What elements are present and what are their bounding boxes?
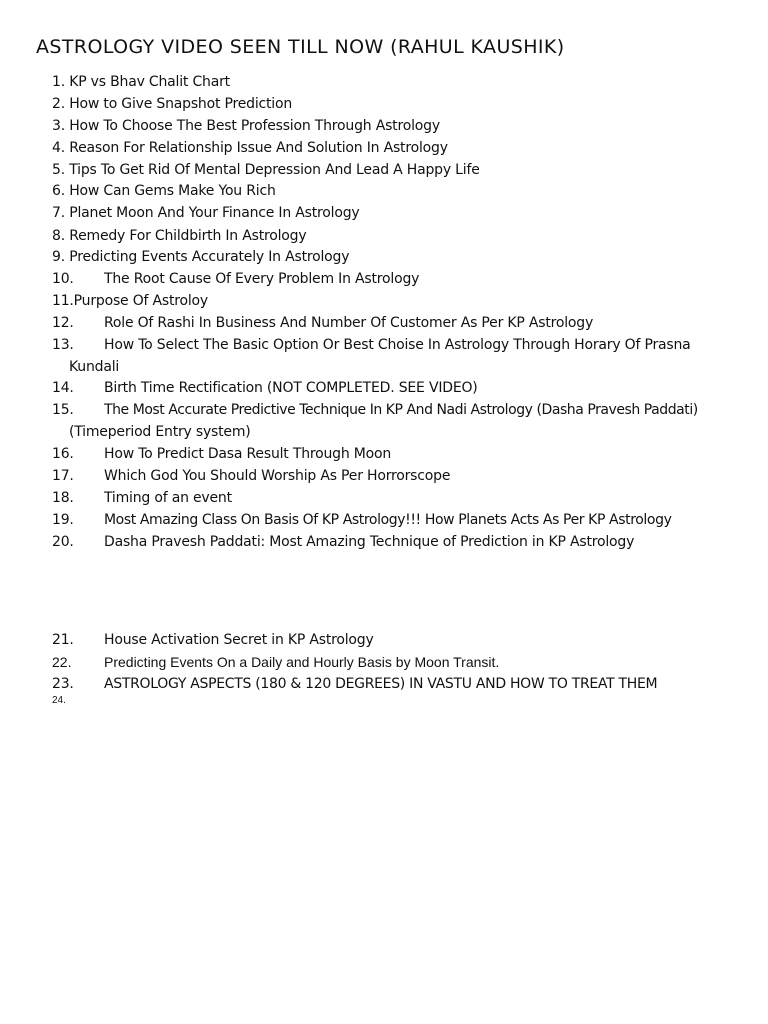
item-text: ASTROLOGY ASPECTS (180 & 120 DEGREES) IN VASTU AND HOW TO TREAT THEM bbox=[104, 676, 658, 692]
list-item: 7. Planet Moon And Your Finance In Astrology bbox=[52, 205, 360, 221]
list-item: 4. Reason For Relationship Issue And Solution In Astrology bbox=[52, 140, 448, 156]
item-text: House Activation Secret in KP Astrology bbox=[104, 632, 374, 648]
document-title: ASTROLOGY VIDEO SEEN TILL NOW (RAHUL KAUSHIK) bbox=[36, 36, 565, 58]
item-number: 24. bbox=[52, 695, 66, 706]
list-item: 1. KP vs Bhav Chalit Chart bbox=[52, 74, 230, 90]
item-number: 22. bbox=[52, 654, 72, 670]
item-number: 23. bbox=[52, 676, 74, 692]
item-number: 19. bbox=[52, 512, 74, 528]
item-number: 13. bbox=[52, 337, 74, 353]
item-text: How To Select The Basic Option Or Best Choise In Astrology Through Horary Of Prasna bbox=[104, 337, 691, 353]
list-item: 9. Predicting Events Accurately In Astrology bbox=[52, 249, 350, 265]
item-text: Most Amazing Class On Basis Of KP Astrology!!! How Planets Acts As Per KP Astrology bbox=[104, 512, 672, 528]
item-text: Birth Time Rectification (NOT COMPLETED. SEE VIDEO) bbox=[104, 380, 478, 396]
item-text: Which God You Should Worship As Per Horrorscope bbox=[104, 468, 451, 484]
list-item-continuation: Kundali bbox=[69, 359, 120, 375]
item-number: 10. bbox=[52, 271, 74, 287]
list-item: 8. Remedy For Childbirth In Astrology bbox=[52, 228, 307, 244]
item-text: Predicting Events On a Daily and Hourly Basis by Moon Transit. bbox=[104, 654, 500, 670]
item-text: Timing of an event bbox=[104, 490, 232, 506]
item-text: The Root Cause Of Every Problem In Astrology bbox=[104, 271, 420, 287]
item-number: 18. bbox=[52, 490, 74, 506]
item-number: 12. bbox=[52, 315, 74, 331]
list-item: 11.Purpose Of Astroloy bbox=[52, 293, 209, 309]
list-item: 6. How Can Gems Make You Rich bbox=[52, 183, 276, 199]
item-text: Dasha Pravesh Paddati: Most Amazing Technique of Prediction in KP Astrology bbox=[104, 534, 635, 550]
item-text: The Most Accurate Predictive Technique In KP And Nadi Astrology (Dasha Pravesh Paddati) bbox=[104, 402, 698, 418]
item-text: Role Of Rashi In Business And Number Of Customer As Per KP Astrology bbox=[104, 315, 594, 331]
item-number: 20. bbox=[52, 534, 74, 550]
list-item: 2. How to Give Snapshot Prediction bbox=[52, 96, 293, 112]
item-number: 14. bbox=[52, 380, 74, 396]
item-text: How To Predict Dasa Result Through Moon bbox=[104, 446, 392, 462]
list-item-continuation: (Timeperiod Entry system) bbox=[69, 424, 251, 440]
list-item: 3. How To Choose The Best Profession Through Astrology bbox=[52, 118, 440, 134]
item-number: 16. bbox=[52, 446, 74, 462]
item-number: 17. bbox=[52, 468, 74, 484]
item-number: 15. bbox=[52, 402, 74, 418]
list-item: 5. Tips To Get Rid Of Mental Depression And Lead A Happy Life bbox=[52, 162, 480, 178]
item-number: 21. bbox=[52, 632, 74, 648]
